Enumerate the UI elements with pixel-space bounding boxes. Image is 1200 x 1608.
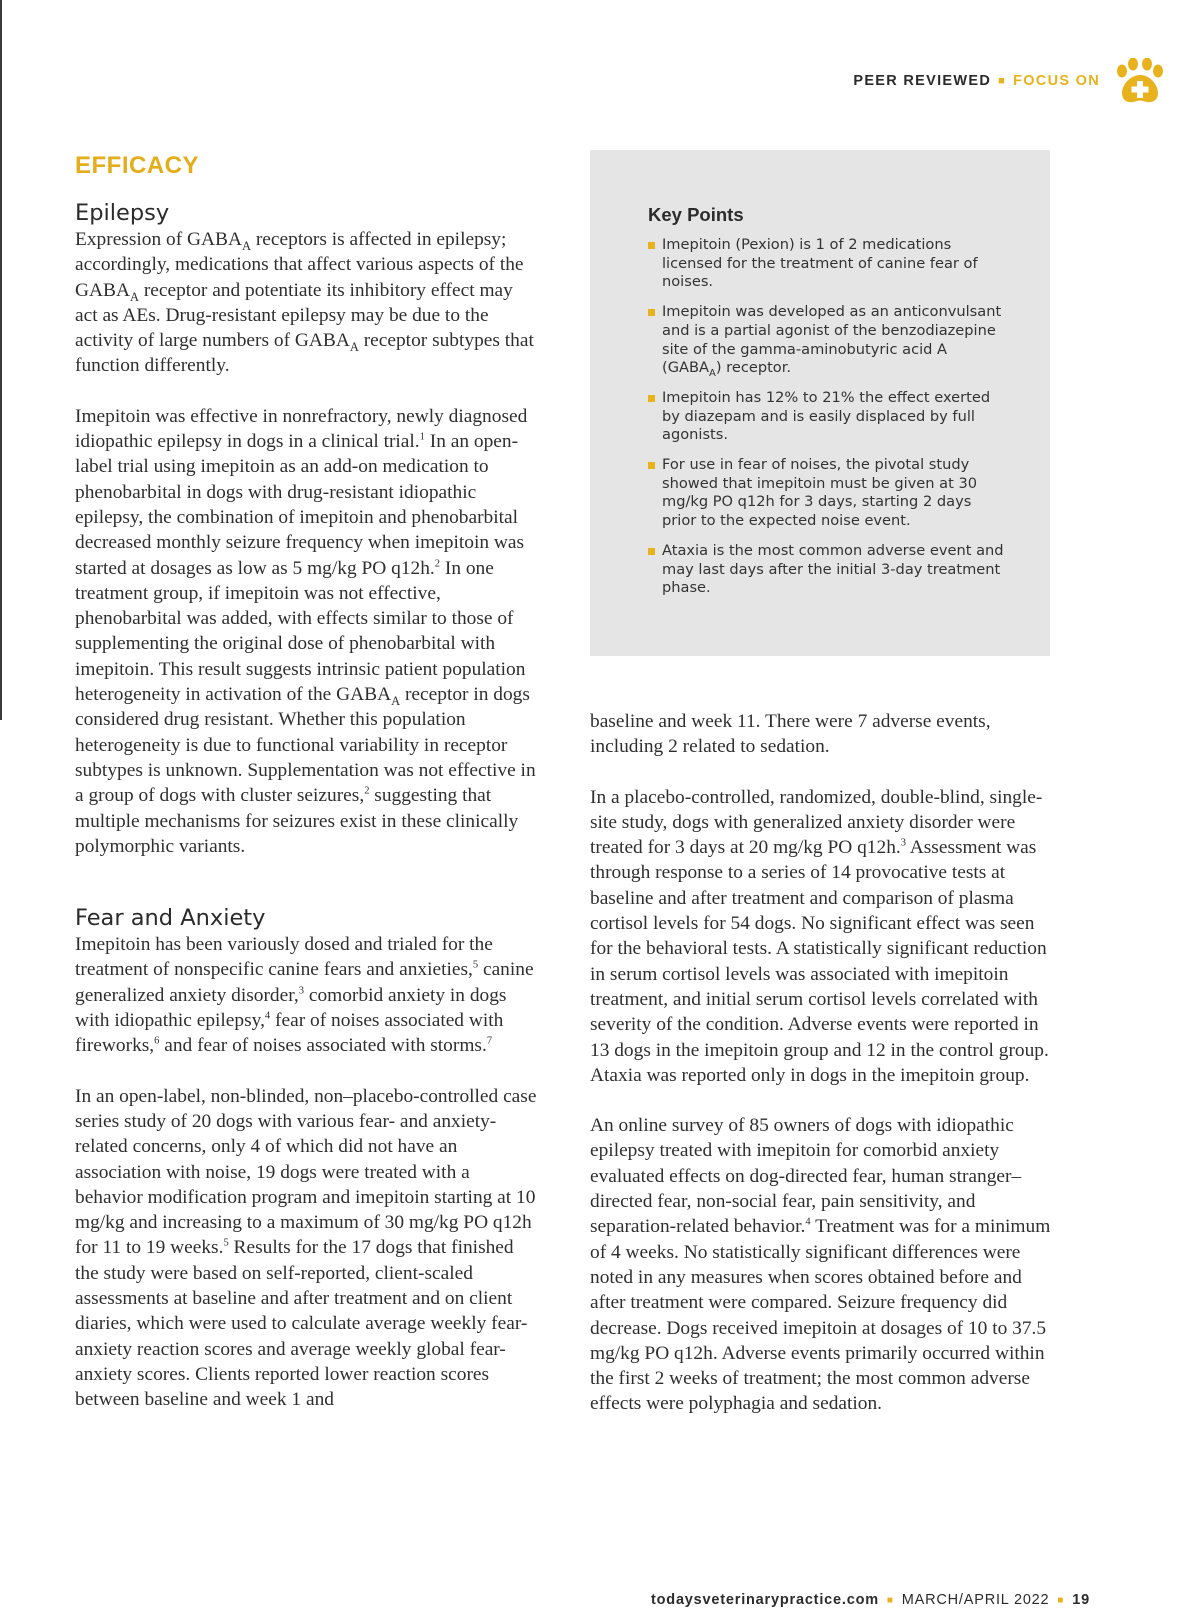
left-column bbox=[75, 150, 537, 1412]
right-column bbox=[590, 709, 1052, 1417]
footer-site-link[interactable]: todaysveterinarypractice.com bbox=[651, 1592, 879, 1608]
key-points-list bbox=[648, 236, 1008, 609]
epilepsy-heading: Epilepsy bbox=[75, 200, 170, 226]
page-number: 19 bbox=[1072, 1592, 1090, 1608]
bullet-square-icon bbox=[648, 242, 655, 249]
key-point-item: Imepitoin (Pexion) is 1 of 2 medications licensed for the treatment of canine fear of noises. bbox=[648, 236, 1008, 292]
footer-issue: MARCH/APRIL 2022 bbox=[901, 1592, 1050, 1608]
section-title: EFFICACY bbox=[75, 152, 199, 179]
fear-paragraph-1: Imepitoin has been variously dosed and trialed for the treatment of nonspecific canine fears and anxieties,$^5$ canine generalized anxiety disorder,$^3$ comorbid anxiety in dogs with idiopathic epilepsy,$^4$ fear of noises associated with fireworks,$^6$ and fear of noises associated with storms.$^7$ bbox=[75, 934, 534, 1057]
epilepsy-paragraph-2: Imepitoin was effective in nonrefractory, newly diagnosed idiopathic epilepsy in dogs in a clinical trial.$^1$ In an open-label trial using imepitoin as an add-on medication to phenobarbital in dogs with drug-resistant idiopathic epilepsy, the combination of imepitoin and phenobarbital decreased monthly seizure frequency when imepitoin was started at dosages as low as 5 mg/kg PO q12h.$^2$ In one treatment group, if imepitoin was not effective, phenobarbital was added, with effects similar to those of supplementing the original dose of phenobarbital with imepitoin. This result suggests intrinsic patient population heterogeneity in activation of the $GABA_A$ receptor in dogs considered drug resistant. Whether this population heterogeneity is due to functional variability in receptor subtypes is unknown. Supplementation was not effective in a group of dogs with cluster seizures,$^2$ suggesting that multiple mechanisms for seizures exist in these clinically polymorphic variants. bbox=[75, 405, 536, 857]
key-point-item: For use in fear of noises, the pivotal study showed that imepitoin must be given at 30 mg/kg PO q12h for 3 days, starting 2 days prior to the expected noise event. bbox=[648, 456, 1008, 531]
page-header bbox=[853, 58, 1164, 104]
right-paragraph-3: An online survey of 85 owners of dogs with idiopathic epilepsy treated with imepitoin for comorbid anxiety evaluated effects on dog-directed fear, human stranger–directed fear, non-social fear, pain sensitivity, and separation-related behavior.$^4$ Treatment was for a minimum of 4 weeks. No statistically significant differences were noted in any measures when scores obtained before and after treatment were compared. Seizure frequency did decrease. Dogs received imepitoin at dosages of 10 to 37.5 mg/kg PO q12h. Adverse events primarily occurred within the first 2 weeks of treatment; the most common adverse effects were polyphagia and sedation. bbox=[590, 1115, 1051, 1415]
bullet-square-icon bbox=[648, 548, 655, 555]
fear-paragraph-2: In an open-label, non-blinded, non–placebo-controlled case series study of 20 dogs with various fear- and anxiety-related concerns, only 4 of which did not have an association with noise, 19 dogs were treated with a behavior modification program and imepitoin starting at 10 mg/kg and increasing to a maximum of 30 mg/kg PO q12h for 11 to 19 weeks.$^5$ Results for the 17 dogs that finished the study were based on self-reported, client-scaled assessments at baseline and after treatment and on client diaries, which were used to calculate average weekly fear-anxiety reaction scores and average weekly global fear-anxiety scores. Clients reported lower reaction scores between baseline and week 1 and bbox=[75, 1085, 537, 1411]
key-points-box bbox=[590, 150, 1050, 656]
bullet-square-icon bbox=[648, 309, 655, 316]
focus-on-label: FOCUS ON bbox=[1013, 73, 1100, 89]
epilepsy-paragraph-1: Expression of $GABA_A$ receptors is affected in epilepsy; accordingly, medications that affect various aspects of the $GABA_A$ receptor and potentiate its inhibitory effect may act as AEs. Drug-resistant epilepsy may be due to the activity of large numbers of $GABA_A$ receptor subtypes that function differently. bbox=[75, 229, 534, 377]
right-paragraph-1: baseline and week 11. There were 7 adverse events, including 2 related to sedation. bbox=[590, 711, 991, 758]
header-separator: ■ bbox=[998, 75, 1007, 87]
page-edge-line bbox=[0, 0, 2, 720]
key-points-title: Key Points bbox=[648, 204, 744, 225]
footer-separator: ■ bbox=[1057, 1594, 1065, 1606]
footer-separator: ■ bbox=[886, 1594, 894, 1606]
key-point-item: Ataxia is the most common adverse event and may last days after the initial 3-day treatment phase. bbox=[648, 542, 1008, 598]
fear-anxiety-heading: Fear and Anxiety bbox=[75, 905, 266, 932]
bullet-square-icon bbox=[648, 462, 655, 469]
peer-reviewed-label: PEER REVIEWED bbox=[853, 73, 992, 89]
right-paragraph-2: In a placebo-controlled, randomized, double-blind, single-site study, dogs with generalized anxiety disorder were treated for 3 days at 20 mg/kg PO q12h.$^3$ Assessment was through response to a series of 14 provocative tests at baseline and after treatment and comparison of plasma cortisol levels for 54 dogs. No significant effect was seen for the behavioral tests. A statistically significant reduction in serum cortisol levels was associated with imepitoin treatment, and initial serum cortisol levels correlated with severity of the condition. Adverse events were reported in 13 dogs in the imepitoin group and 12 in the control group. Ataxia was reported only in dogs in the imepitoin group. bbox=[590, 786, 1049, 1086]
key-point-item: Imepitoin has 12% to 21% the effect exerted by diazepam and is easily displaced by full agonists. bbox=[648, 389, 1008, 445]
bullet-square-icon bbox=[648, 395, 655, 402]
paw-cross-icon bbox=[1116, 58, 1164, 104]
key-point-item: Imepitoin was developed as an anticonvulsant and is a partial agonist of the benzodiazepine site of the gamma-aminobutyric acid A $(GABA_A)$ receptor. bbox=[648, 303, 1008, 378]
